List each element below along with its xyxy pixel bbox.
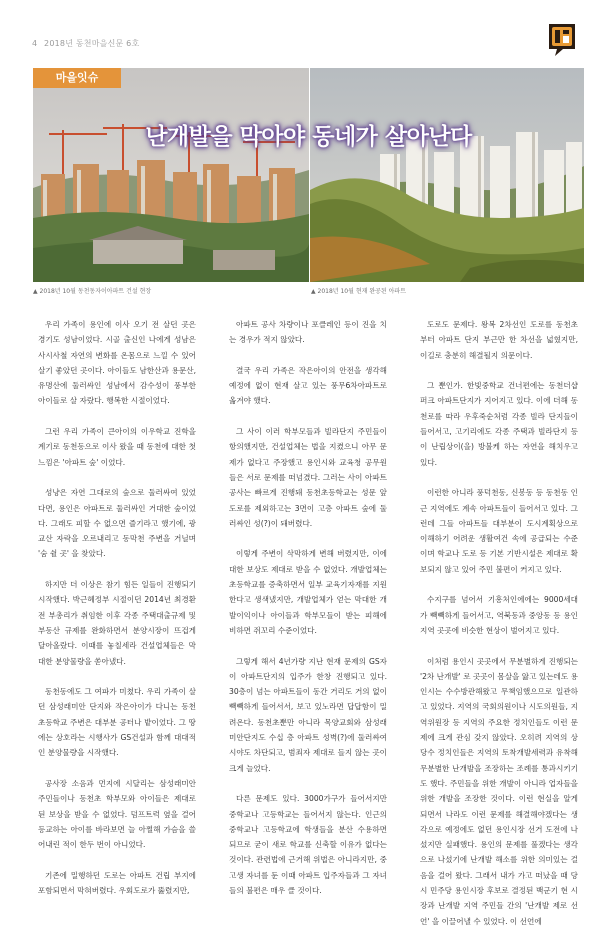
construction-site-photo [33, 68, 309, 282]
article-column-2 [229, 317, 387, 898]
paragraph: 결국 우리 가족은 작은아이의 안전을 생각해 예정에 없이 현재 살고 있는 풍무6차아파트로 옮겨야 했다. [229, 365, 387, 406]
paragraph: 도로도 문제다. 왕복 2차선인 도로를 동천초부터 아파트 단지 부근만 한 차선을 넓혔지만, 이길로 충분히 해결될지 의문이다. [420, 320, 578, 360]
publication-title: 2018년 동천마을신문 6호 [44, 39, 140, 48]
page-header [32, 38, 139, 49]
paragraph: 동천동에도 그 여파가 미쳤다. 우리 가족이 살던 삼성래미안 단지와 작은아이가 다니는 동천초등학교 주변은 대부분 공터나 밭이었다. 그 땅에는 상호라는 시행사가 GS건설과 함께 대대적인 분양물량을 시작했다. [38, 687, 196, 758]
paragraph: 공사장 소음과 먼지에 시달리는 삼성래미안 주민들이나 동천초 학부모와 아이들은 제대로 된 보상을 받을 수 없었다. 덤프트럭 옆을 걸어 등교하는 아이를 바라보면 늘 아쩔해 가슴을 쓸어내린 적이 한두 번이 아니었다. [38, 778, 196, 850]
paragraph: 그 사이 이러 학부모들과 빌라단지 주민들이 항의했지만, 건설업체는 법을 지켰으니 아무 문제가 없다고 주장했고 용인시와 교육청 공무원들은 서로 문제를 떠넘겼다. 그러는 사이 아파트 공사는 빠르게 진행돼 동천초등학교는 성문 앞 도로를 제외하고는 3면이 고층 아파트 숲에 둘러싸인 성(?)이 돼버렸다. [229, 427, 387, 528]
page-number: 4 [32, 39, 38, 48]
paragraph: 그런 우리 가족이 큰아이의 이우학교 진학을 계기로 동천동으로 이사 왔을 때 동천에 대한 첫 느낌은 '아파트 숲' 이었다. [38, 427, 196, 467]
headline: 난개발을 막아야 동네가 살아난다 [145, 124, 472, 150]
paragraph: 수지구를 넘어서 기흥처인에에는 9000세대가 빽빽하게 들어서고, 역북동과 중앙동 등 용인 지역 곳곳에 비슷한 현상이 벌어지고 있다. [420, 595, 578, 635]
paragraph: 그렇게 해서 4년가량 지난 현재 문제의 GS자이 아파트단지의 입주가 한창 진행되고 있다. 30층이 넘는 아파트들이 동간 거리도 거의 없이 빽빽하게 들어서서, 보고 있노라면 답답함이 밀려온다. 동천초뿐만 아니라 목양교회와 삼성래미안단지도 수십 층 아파트 성벽(?)에 둘러싸여 시야도 차단되고, 범죄자 제대로 들지 않는 곳이 크게 늘었다. [229, 656, 387, 773]
paragraph: 이처럼 용인시 곳곳에서 무분별하게 진행되는 '2차 난개발' 로 곳곳이 몸살을 앓고 있는데도 용인시는 수수방관해왔고 무책임했으므로 일관하고 있었다. 지역의 국회의원이나 시도의원들, 지역위원장 등 지역의 주요한 정치인들도 이런 문제에 크게 관심 갖지 않았다. 오히려 지역의 상당수 정치인들은 지역의 토착개발세력과 유착해 무분별한 난개발을 조장하는 조례를 통과시키기도 했다. 주민들을 위한 개발이 아니라 업자들을 위한 개발을 조장한 것이다. 이런 현실을 알게 되면서 나라도 이런 문제를 해결해야겠다는 생각으로 예정에도 없던 용인시장 선거 도전에 나섰지만 실패했다. 용인의 문제를 풀겠다는 생각으로 나섰기에 난개발 해소를 위한 의미있는 걸음을 걸어 왔다. 그래서 내가 가고 떠났을 때 당시 민주당 용인시장 후보로 결정된 백군기 현 시장과 난개발 지역 주민들 간의 '난개발 제로 선언' 을 이끌어낼 수 있었다. 이 선언에 [420, 656, 578, 926]
paragraph: 그 뿐인가. 한빛중학교 건너편에는 동천더샵퍼크 아파트단지가 지어지고 있다. 이에 더해 동천로를 따라 우후죽순처럼 각종 빌라 단지들이 들어서고, 고기리에도 각종 주택과 빌라단지 등이 난립상이(을) 방불케 하는 자연을 해치우고 있다. [420, 381, 578, 467]
completed-apartments-photo [310, 68, 584, 282]
paragraph: 우리 가족이 용인에 이사 오기 전 살던 곳은 경기도 성남이었다. 시골 출신인 나에게 성남은 사시사철 자연의 변화를 온몸으로 느낄 수 있어 살기 좋았던 곳이다. 아이들도 남한산과 용문산, 유명산에 둘러싸인 성남에서 감수성이 풍부한 아이들로 살 자랐다. 행복한 시절이었다. [38, 320, 196, 406]
paragraph: 이런한 아니라 풍덕천동, 신봉동 등 동천동 인근 지역에도 계속 아파트들이 들어서고 있다. 그런데 그들 아파트들 대부분이 도시계획상으로 이해하기 어려운 생활여건 속에 공급되는 수준이며 학교나 도로 등 기본 기반시설은 제대로 확보되지 않고 있어 주민 불편이 커지고 있다. [420, 488, 578, 574]
paragraph: 기존에 밀행하던 도로는 아파트 건립 부지에 포함되면서 막혀버렸다. 우회도로가 뚫렸지만, [38, 870, 196, 895]
hero-photo [33, 68, 584, 282]
article-column-3 [420, 317, 578, 929]
article-column-1 [38, 317, 196, 898]
section-tag: 마을잇슈 [33, 68, 121, 88]
caption-left: ▲ 2018년 10월 동천동자이아파트 건설 현장 [33, 288, 152, 295]
caption-right: ▲ 2018년 10월 현재 완공된 아파트 [311, 288, 407, 295]
paragraph: 성냥은 자연 그대로의 숲으로 둘러싸여 있었다면, 용인은 아파트로 둘러싸인 거대한 숲이었다. 그래도 피할 수 없으면 즐기라고 했기에, 광교산 자락을 오르내리고 동막천 주변을 거닐며 '숨 쉴 곳' 을 찾았다. [38, 488, 196, 559]
paragraph: 다른 문제도 있다. 3000가구가 들어서지만 중학교나 고등학교는 들어서지 않는다. 인근의 중학교나 고등학교에 학생들을 분산 수용하면 되므로 굳이 새로 학교를 신축할 이유가 없다는 것이다. 관련법에 근거해 위법은 아니라지만, 중고생 자녀를 둔 이때 아파트 입주자들과 그 자녀들의 불편은 매우 클 것이다. [229, 794, 387, 895]
paragraph: 이렇게 주변이 삭막하게 변해 버렸지만, 이에 대한 보상도 제대로 받을 수 없었다. 개발업체는 초등학교를 증축하면서 일부 교육기자재를 지원한다고 생색냈지만, 개발업체가 얻는 막대한 개발이익이나 아이들과 학부모들이 받는 피해에 비하면 쥐꼬리 수준이었다. [229, 549, 387, 635]
newspaper-logo-icon [546, 22, 578, 58]
paragraph: 아파트 공사 차량이나 포클레인 등이 진을 치는 경우가 적지 않았다. [229, 320, 387, 345]
paragraph: 하지만 더 이상은 참기 힘든 일들이 진행되기 시작했다. 박근혜정부 시절이던 2014년 최경환전 부총리가 취임한 이후 각종 주택대출규제 및 부동산 규제를 완화하면서 분양시장이 뜨겁게 달아올랐다. 이때를 놓칠세라 건설업체들은 막대한 분양물량을 쏟아냈다. [38, 580, 196, 666]
